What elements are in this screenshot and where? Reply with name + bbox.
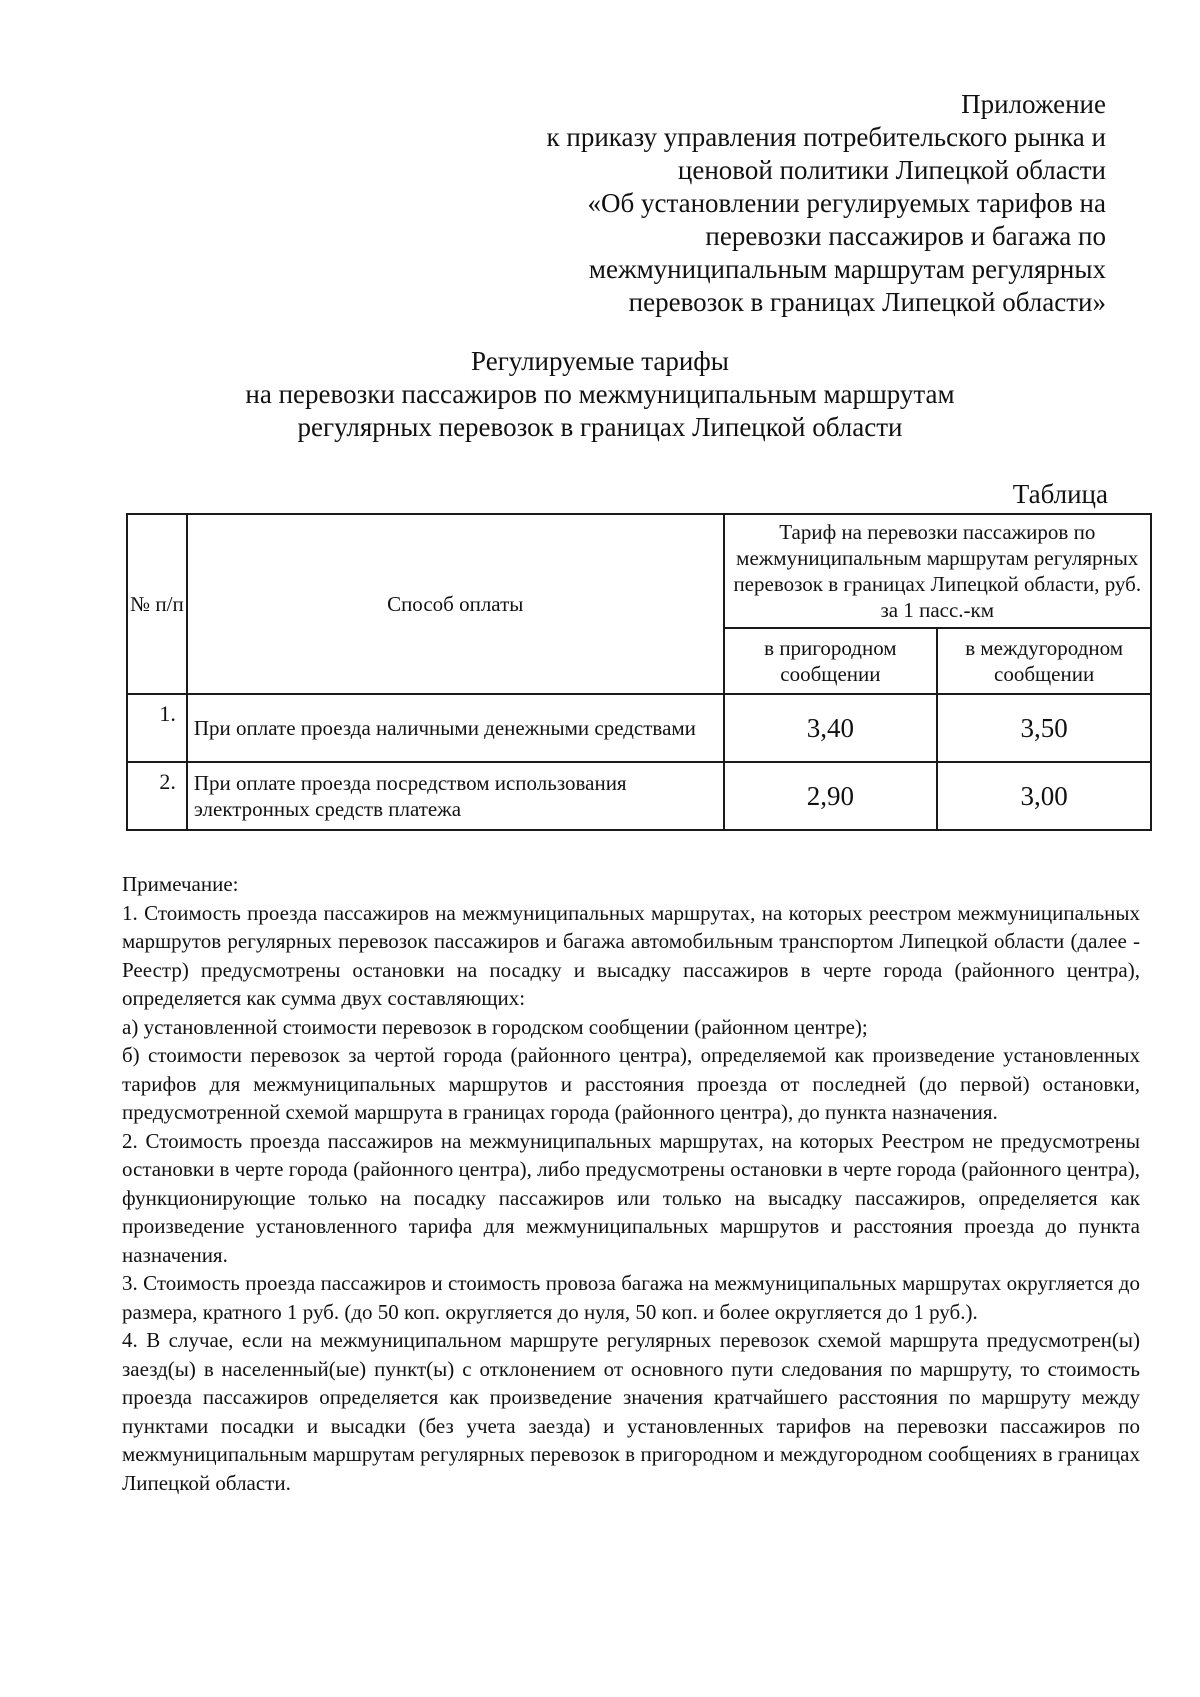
row-intercity-value: 3,50 — [937, 694, 1151, 762]
appendix-line: межмуниципальным маршрутам регулярных — [588, 254, 1106, 284]
appendix-line: ценовой политики Липецкой области — [677, 155, 1106, 185]
row-num: 2. — [127, 762, 187, 830]
note-paragraph: б) стоимости перевозок за чертой города (районного центра), определяемой как произведение установленных тарифов для межмуниципальных маршрутов и расстояния проезда от последней (до первой) остановки, предусмотренной схемой маршрута в границах города (районного центра), до пункта назначения. — [122, 1043, 1140, 1124]
appendix-line: перевозки пассажиров и багажа по — [705, 221, 1106, 251]
title-line: Регулируемые тарифы — [471, 346, 729, 376]
table-row — [127, 694, 1151, 762]
title-line: на перевозки пассажиров по межмуниципальным маршрутам — [245, 379, 955, 409]
appendix-header — [466, 88, 1106, 319]
row-suburban-value: 3,40 — [724, 694, 938, 762]
appendix-line: Приложение — [961, 89, 1106, 119]
appendix-line: «Об установлении регулируемых тарифов на — [587, 188, 1106, 218]
table-label: Таблица — [1012, 479, 1108, 509]
table-row — [127, 762, 1151, 830]
note-paragraph: 1. Стоимость проезда пассажиров на межмуниципальных маршрутах, на которых реестром межмуниципальных маршрутов регулярных перевозок пассажиров и багажа автомобильным транспортом Липецкой области (далее - Реестр) предусмотрены остановки на посадку и высадку пассажиров в черте города (районного центра), определяется как сумма двух составляющих: — [122, 900, 1140, 1010]
note-paragraph: а) установленной стоимости перевозок в городском сообщении (районном центре); — [122, 1014, 868, 1039]
note-paragraph: 4. В случае, если на межмуниципальном маршруте регулярных перевозок схемой маршрута предусмотрен(ы) заезд(ы) в населенный(ые) пункт(ы) с отклонением от основного пути следования по маршруту, то стоимость проезда пассажиров определяется как произведение значения кратчайшего расстояния по маршруту между пунктами посадки и высадки (без учета заезда) и установленных тарифов на перевозки пассажиров по межмуниципальным маршрутам регулярных перевозок в пригородном и междугородном сообщениях в границах Липецкой области. — [122, 1328, 1140, 1495]
row-num: 1. — [127, 694, 187, 762]
header-num: № п/п — [127, 514, 187, 694]
tariff-table — [126, 513, 1152, 831]
note-paragraph: 2. Стоимость проезда пассажиров на межмуниципальных маршрутах, на которых Реестром не предусмотрены остановки в черте города (районного центра), либо предусмотрены остановки в черте города (районного центра), функционирующие только на посадку пассажиров или только на высадку пассажиров, определяется как произведение установленного тарифа для межмуниципальных маршрутов и расстояния проезда до пункта назначения. — [122, 1128, 1140, 1267]
header-method: Способ оплаты — [187, 514, 724, 694]
appendix-line: к приказу управления потребительского рынка и — [546, 122, 1106, 152]
row-method: При оплате проезда наличными денежными средствами — [187, 694, 724, 762]
header-tariff: Тариф на перевозки пассажиров по межмуниципальным маршрутам регулярных перевозок в границах Липецкой области, руб. за 1 пасс.-км — [724, 514, 1151, 628]
table-header-row — [127, 514, 1151, 628]
notes-heading: Примечание: — [122, 872, 239, 896]
notes-section — [122, 870, 1140, 1497]
document-title — [100, 345, 1100, 444]
note-paragraph: 3. Стоимость проезда пассажиров и стоимость провоза багажа на межмуниципальных маршрутах округляется до размера, кратного 1 руб. (до 50 коп. округляется до нуля, 50 коп. и более округляется до 1 руб.). — [122, 1271, 1140, 1324]
row-method: При оплате проезда посредством использования электронных средств платежа — [187, 762, 724, 830]
row-suburban-value: 2,90 — [724, 762, 938, 830]
header-intercity: в междугородном сообщении — [937, 628, 1151, 694]
header-suburban: в пригородном сообщении — [724, 628, 938, 694]
title-line: регулярных перевозок в границах Липецкой области — [297, 412, 903, 442]
row-intercity-value: 3,00 — [937, 762, 1151, 830]
appendix-line: перевозок в границах Липецкой области» — [628, 287, 1106, 317]
